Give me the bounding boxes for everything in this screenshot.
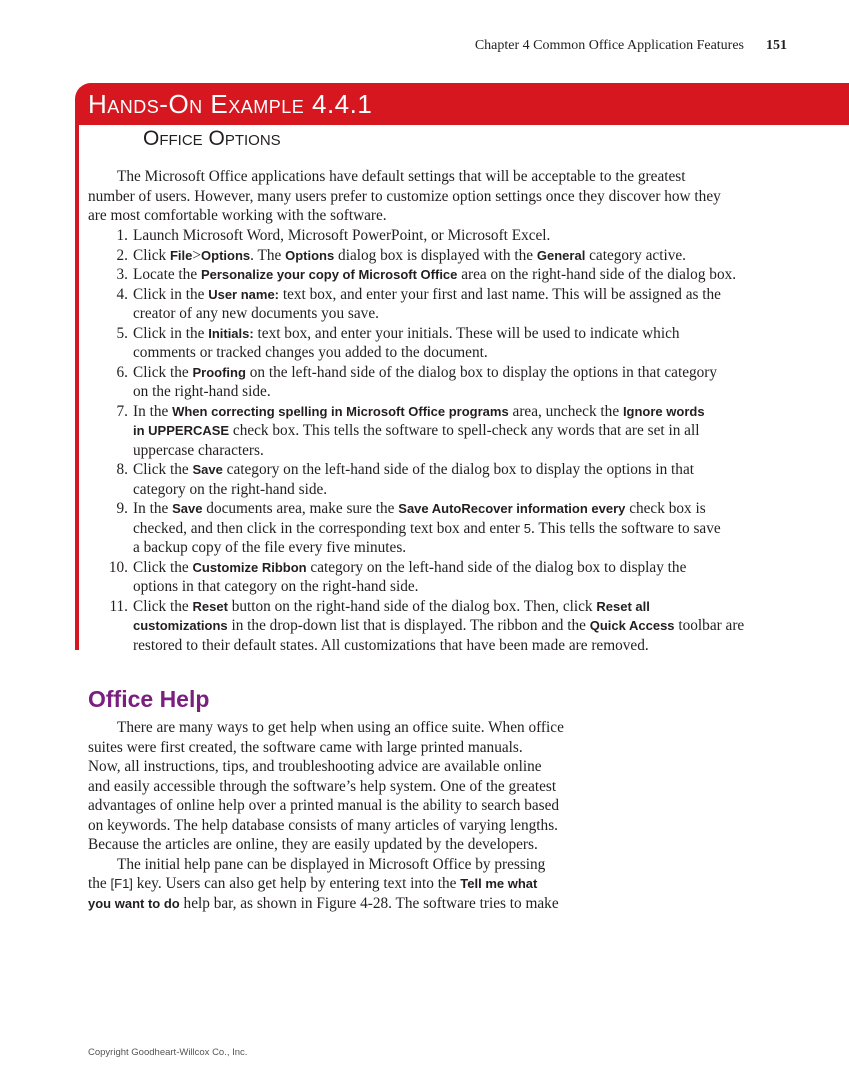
text-run: text box, and enter your first and last name. This will be assigned as the (279, 285, 721, 303)
ui-term: Save (192, 462, 223, 477)
step-number: 6. (116, 363, 128, 381)
text-line (88, 167, 798, 187)
text-run: the (88, 875, 111, 892)
text-run: help bar, as shown in Figure 4-28. The software tries to make (179, 894, 559, 912)
text-run: The Microsoft Office applications have default settings that will be acceptable to the greatest (117, 168, 686, 185)
ui-term: Initials: (208, 325, 254, 341)
text-run: key. Users can also get help by entering text into the (132, 875, 461, 892)
text-line (88, 382, 798, 402)
ui-term: Options (201, 247, 251, 263)
text-run: are most comfortable working with the software. (88, 207, 387, 224)
text-run: area on the right-hand side of the dialog box. (457, 266, 737, 283)
example-subtitle: Office Options (143, 127, 281, 150)
text-line (88, 343, 798, 363)
text-line (88, 285, 798, 305)
section-heading: Office Help (88, 686, 210, 712)
list-item (88, 460, 798, 499)
ui-term: customizations (133, 618, 228, 633)
text-run: Because the articles are online, they are easily updated by the developers. (88, 836, 538, 853)
text-run: In the (133, 402, 173, 420)
step-number: 8. (116, 461, 128, 478)
ui-term: you want to do (88, 895, 180, 911)
list-item (88, 285, 798, 324)
text-line (88, 816, 598, 836)
ui-term: Quick Access (589, 618, 675, 633)
text-run: Click the (133, 363, 193, 381)
text-run: documents area, make sure the (202, 500, 399, 517)
text-line (88, 855, 598, 875)
ui-term: Customize Ribbon (192, 559, 307, 575)
text-run: uppercase characters. (133, 441, 264, 459)
step-number: 4. (116, 285, 128, 303)
text-line (88, 894, 598, 914)
text-run: and easily accessible through the software’s help system. One of the greatest (88, 777, 557, 795)
ui-term: Save AutoRecover information every (398, 501, 626, 516)
text-run: check box. This tells the software to spell-check any words that are set in all (229, 422, 700, 439)
text-run: There are many ways to get help when using an office suite. When office (117, 719, 564, 736)
text-run: comments or tracked changes you added to the document. (133, 344, 488, 361)
text-run: Click the (133, 597, 193, 615)
list-item (88, 363, 798, 402)
chapter-title: Chapter 4 Common Office Application Features (474, 38, 744, 53)
ui-term: User name: (208, 286, 280, 302)
text-run: Locate the (133, 266, 201, 283)
ui-term: File (169, 247, 193, 263)
text-line (88, 363, 798, 383)
text-line (88, 835, 598, 855)
list-item (88, 226, 798, 246)
text-run: 5 (523, 520, 532, 536)
steps-list (88, 226, 798, 655)
text-line (88, 304, 798, 324)
step-number: 5. (116, 324, 128, 342)
ui-term: Personalize your copy of Microsoft Office (200, 267, 458, 282)
text-run: suites were first created, the software came with large printed manuals. (88, 738, 523, 756)
text-line (88, 874, 598, 894)
text-line (88, 738, 598, 758)
text-run: category on the right-hand side. (133, 480, 328, 498)
ui-term: When correcting spelling in Microsoft Office programs (172, 403, 509, 419)
text-run: on the right-hand side. (133, 383, 271, 400)
text-line (88, 558, 798, 578)
text-run: a backup copy of the file every five minutes. (133, 539, 407, 556)
ui-term: Save (172, 501, 203, 516)
text-run: restored to their default states. All customizations that have been made are removed. (133, 636, 649, 654)
ui-term: Reset all (596, 598, 650, 614)
text-run: in the drop-down list that is displayed. The ribbon and the (227, 617, 590, 634)
text-line (88, 597, 798, 617)
text-run: checked, and then click in the corresponding text box and enter (133, 519, 524, 537)
text-run: The initial help pane can be displayed in Microsoft Office by pressing (117, 855, 546, 873)
step-number: 10. (108, 558, 128, 576)
text-line (88, 324, 798, 344)
ui-term: General (536, 247, 586, 263)
list-item (88, 558, 798, 597)
text-line (88, 226, 798, 246)
step-number: 11. (109, 597, 128, 615)
text-run: Click the (133, 461, 193, 478)
text-line (88, 421, 798, 441)
text-run: category on the left-hand side of the dialog box to display the options in that (222, 461, 694, 478)
text-run: category on the left-hand side of the dialog box to display the (306, 558, 687, 576)
text-line (88, 460, 798, 480)
text-run: [F1] (110, 876, 133, 891)
list-item (88, 597, 798, 656)
text-run: button on the right-hand side of the dialog box. Then, click (227, 597, 597, 615)
text-run: check box is (625, 500, 706, 517)
copyright: Copyright Goodheart-Willcox Co., Inc. (88, 1047, 248, 1058)
text-line (88, 636, 798, 656)
step-number: 2. (116, 246, 128, 264)
text-line (88, 206, 798, 226)
text-run: Click in the (133, 285, 209, 303)
step-number: 1. (116, 227, 128, 244)
text-line (88, 718, 598, 738)
running-header (475, 38, 787, 54)
text-run: text box, and enter your initials. These will be used to indicate which (253, 324, 680, 342)
text-line (88, 499, 798, 519)
text-line (88, 265, 798, 285)
text-run: . The (250, 246, 286, 264)
text-run: Click in the (133, 324, 209, 342)
text-line (88, 538, 798, 558)
text-line (88, 577, 798, 597)
text-run: category active. (585, 246, 686, 264)
list-item (88, 499, 798, 558)
page-number: 151 (766, 38, 787, 53)
text-line (88, 796, 598, 816)
list-item (88, 402, 798, 461)
list-item (88, 265, 798, 285)
text-line (88, 402, 798, 422)
text-run: Click the (133, 558, 193, 576)
help-body (88, 718, 598, 913)
banner-left-rule (75, 110, 79, 650)
text-run: on keywords. The help database consists of many articles of varying lengths. (88, 816, 558, 834)
step-number: 7. (116, 402, 128, 420)
text-run: > (192, 246, 202, 264)
text-run: number of users. However, many users prefer to customize option settings once they discover how they (88, 187, 721, 205)
text-line (88, 441, 798, 461)
text-run: Click (133, 246, 170, 264)
intro-paragraph (88, 167, 798, 226)
text-run: toolbar are (674, 617, 745, 634)
list-item (88, 246, 798, 266)
text-run: advantages of online help over a printed manual is the ability to search based (88, 797, 560, 814)
step-number: 9. (116, 500, 128, 517)
ui-term: Proofing (192, 364, 246, 380)
text-line (88, 480, 798, 500)
text-run: . This tells the software to save (531, 519, 721, 537)
ui-term: in UPPERCASE (133, 423, 230, 438)
ui-term: Tell me what (460, 876, 538, 891)
text-line (88, 187, 798, 207)
text-line (88, 777, 598, 797)
text-line (88, 519, 798, 539)
text-line (88, 246, 798, 266)
text-run: on the left-hand side of the dialog box to display the options in that category (245, 363, 718, 381)
hands-on-banner (75, 83, 849, 125)
text-line (88, 616, 798, 636)
ui-term: Options (285, 247, 335, 263)
banner-title: Hands-On Example 4.4.1 (88, 89, 373, 119)
text-run: In the (133, 500, 173, 517)
text-run: creator of any new documents you save. (133, 305, 379, 322)
text-run: Now, all instructions, tips, and troubleshooting advice are available online (88, 758, 542, 775)
ui-term: Reset (192, 598, 228, 614)
step-number: 3. (116, 266, 128, 283)
text-line (88, 757, 598, 777)
text-run: area, uncheck the (508, 402, 623, 420)
text-run: dialog box is displayed with the (334, 246, 537, 264)
list-item (88, 324, 798, 363)
text-run: Launch Microsoft Word, Microsoft PowerPoint, or Microsoft Excel. (133, 227, 551, 244)
ui-term: Ignore words (622, 403, 705, 419)
text-run: options in that category on the right-hand side. (133, 578, 419, 595)
